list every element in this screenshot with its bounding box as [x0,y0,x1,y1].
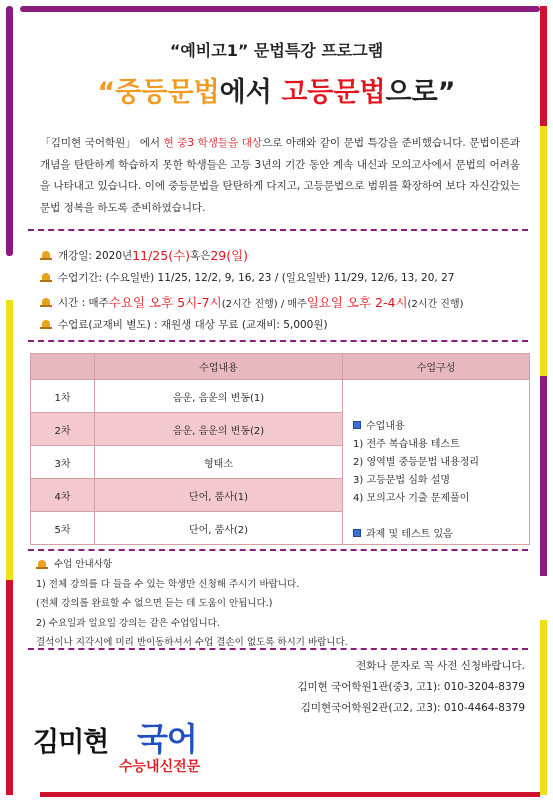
table-header-composition: 수업구성 [343,354,530,380]
contact-block [297,656,525,719]
intro-line-start: 「김미현 국어학원」 에서 [40,137,164,149]
intro-line-end: 으로 아래와 같이 문법 특강을 준비했습니다. [262,137,466,149]
info-fee [40,317,328,332]
schedule-table [30,353,530,545]
bell-icon [40,250,52,261]
subtitle-part-high-school: 고등문법 [281,77,386,108]
blue-square-icon [353,421,361,429]
logo-brand: 국어 [137,720,197,758]
time-sunday: 일요일 오후 2-4시 [306,295,408,310]
contact-branch-2: 김미현국어학원2관(고2, 고3): 010-4464-8379 [300,702,525,714]
subtitle-part-connector: 에서 [219,77,282,108]
composition-item: 2) 영역별 중등문법 내용정리 [353,457,480,468]
subtitle-part-middle-school: “중등문법 [97,77,220,108]
logo-tagline: 수능내신전문 [119,759,201,775]
notice-heading [36,555,348,575]
time-label: 시간 : 매주 [58,296,109,309]
frame-bar-right-yellow [540,126,547,376]
info-start-date [40,246,248,264]
start-label: 개강일: 2020년 [58,249,133,262]
session-content: 음운, 음운의 변동(2) [95,413,343,446]
session-number: 5차 [31,512,95,545]
logo-name: 김미현 [33,727,109,758]
start-date: 11/25(수) [132,248,191,263]
intro-target-highlight: 현 중3 학생들을 대상 [163,137,263,149]
session-number: 3차 [31,446,95,479]
session-content: 단어, 품사(1) [95,479,343,512]
composition-extra: 과제 및 테스트 있음 [366,529,453,540]
composition-title-line [353,418,529,436]
session-content: 형태소 [95,446,343,479]
notice-section [36,555,348,653]
subtitle-part-end: 으로” [385,77,456,108]
composition-item: 1) 전주 복습내용 테스트 [353,439,460,450]
composition-item: 4) 모의고사 기출 문제풀이 [353,493,470,504]
intro-paragraph [40,133,520,219]
notice-line: 1) 전체 강의를 다 들을 수 있는 학생만 신청해 주시기 바랍니다. [36,578,300,590]
bell-icon [40,297,52,308]
session-content: 음운, 음운의 변동(1) [95,380,343,413]
composition-item: 3) 고등문법 심화 설명 [353,475,451,486]
session-number: 2차 [31,413,95,446]
composition-title: 수업내용 [366,421,405,432]
session-content: 단어, 품사(2) [95,512,343,545]
divider [28,648,528,650]
frame-bar-left-yellow [6,300,13,580]
session-number: 4차 [31,479,95,512]
frame-bar-left-red [6,580,13,795]
start-or: 혹은 [190,249,211,262]
start-alt-date: 29(일) [210,248,249,263]
frame-bar-top [20,6,540,12]
frame-bar-bottom [40,792,540,797]
notice-title: 수업 안내사항 [54,559,113,570]
divider [28,229,528,231]
notice-line: 결석이나 지각시에 미리 반이동하셔서 수업 결손이 없도록 하시기 바랍니다. [36,637,348,648]
divider [28,340,528,342]
session-number: 1차 [31,380,95,413]
frame-bar-right-yellow-2 [540,620,547,795]
contact-note: 전화나 문자로 꼭 사전 신청바랍니다. [356,660,525,672]
composition-cell [343,380,530,545]
info-period [40,270,454,285]
period-text: 수업기간: (수요일반) 11/25, 12/2, 9, 16, 23 / (일요일반) 11/29, 12/6, 13, 20, 27 [58,272,455,284]
frame-bar-right-purple [540,376,547,576]
page-title: “예비고1” 문법특강 프로그램 [169,41,384,60]
notice-line: (전체 강의를 완료할 수 없으면 듣는 데 도움이 안됩니다.) [36,598,273,609]
intro-body: 문법이론과 개념을 탄탄하게 학습하지 못한 학생들은 고등 3년의 기간 동안 계속 내신과 모의고사에서 문법의 어려움을 나타내고 있습니다. 이에 중등문법을 탄탄하게 다지고, 고등문법으로 범위를 확장하여 보다 자신감있는 문법 정복을 하도록 준비하였습니다. [40,137,521,214]
bell-icon [40,272,52,283]
table-header-num [31,354,95,380]
notice-line: 2) 수요일과 일요일 강의는 같은 수업입니다. [36,617,220,629]
blue-square-icon [353,529,361,537]
contact-branch-1: 김미현 국어학원1관(중3, 고1): 010-3204-8379 [297,681,525,693]
bell-icon [40,319,52,330]
time-wednesday: 수요일 오후 5시-7시 [108,295,222,310]
composition-extra-line [353,526,529,544]
table-row [31,380,530,413]
fee-text: 수업료(교재비 별도) : 재원생 대상 무료 (교재비: 5,000원) [58,319,328,331]
bell-icon [36,559,48,570]
divider [28,549,528,551]
table-header-content: 수업내용 [95,354,343,380]
page-subtitle [0,70,553,109]
time-wednesday-note: (2시간 진행) / 매주 [221,298,307,310]
table-header-row [31,354,530,380]
time-sunday-note: (2시간 진행) [407,298,464,310]
info-time [40,293,464,311]
